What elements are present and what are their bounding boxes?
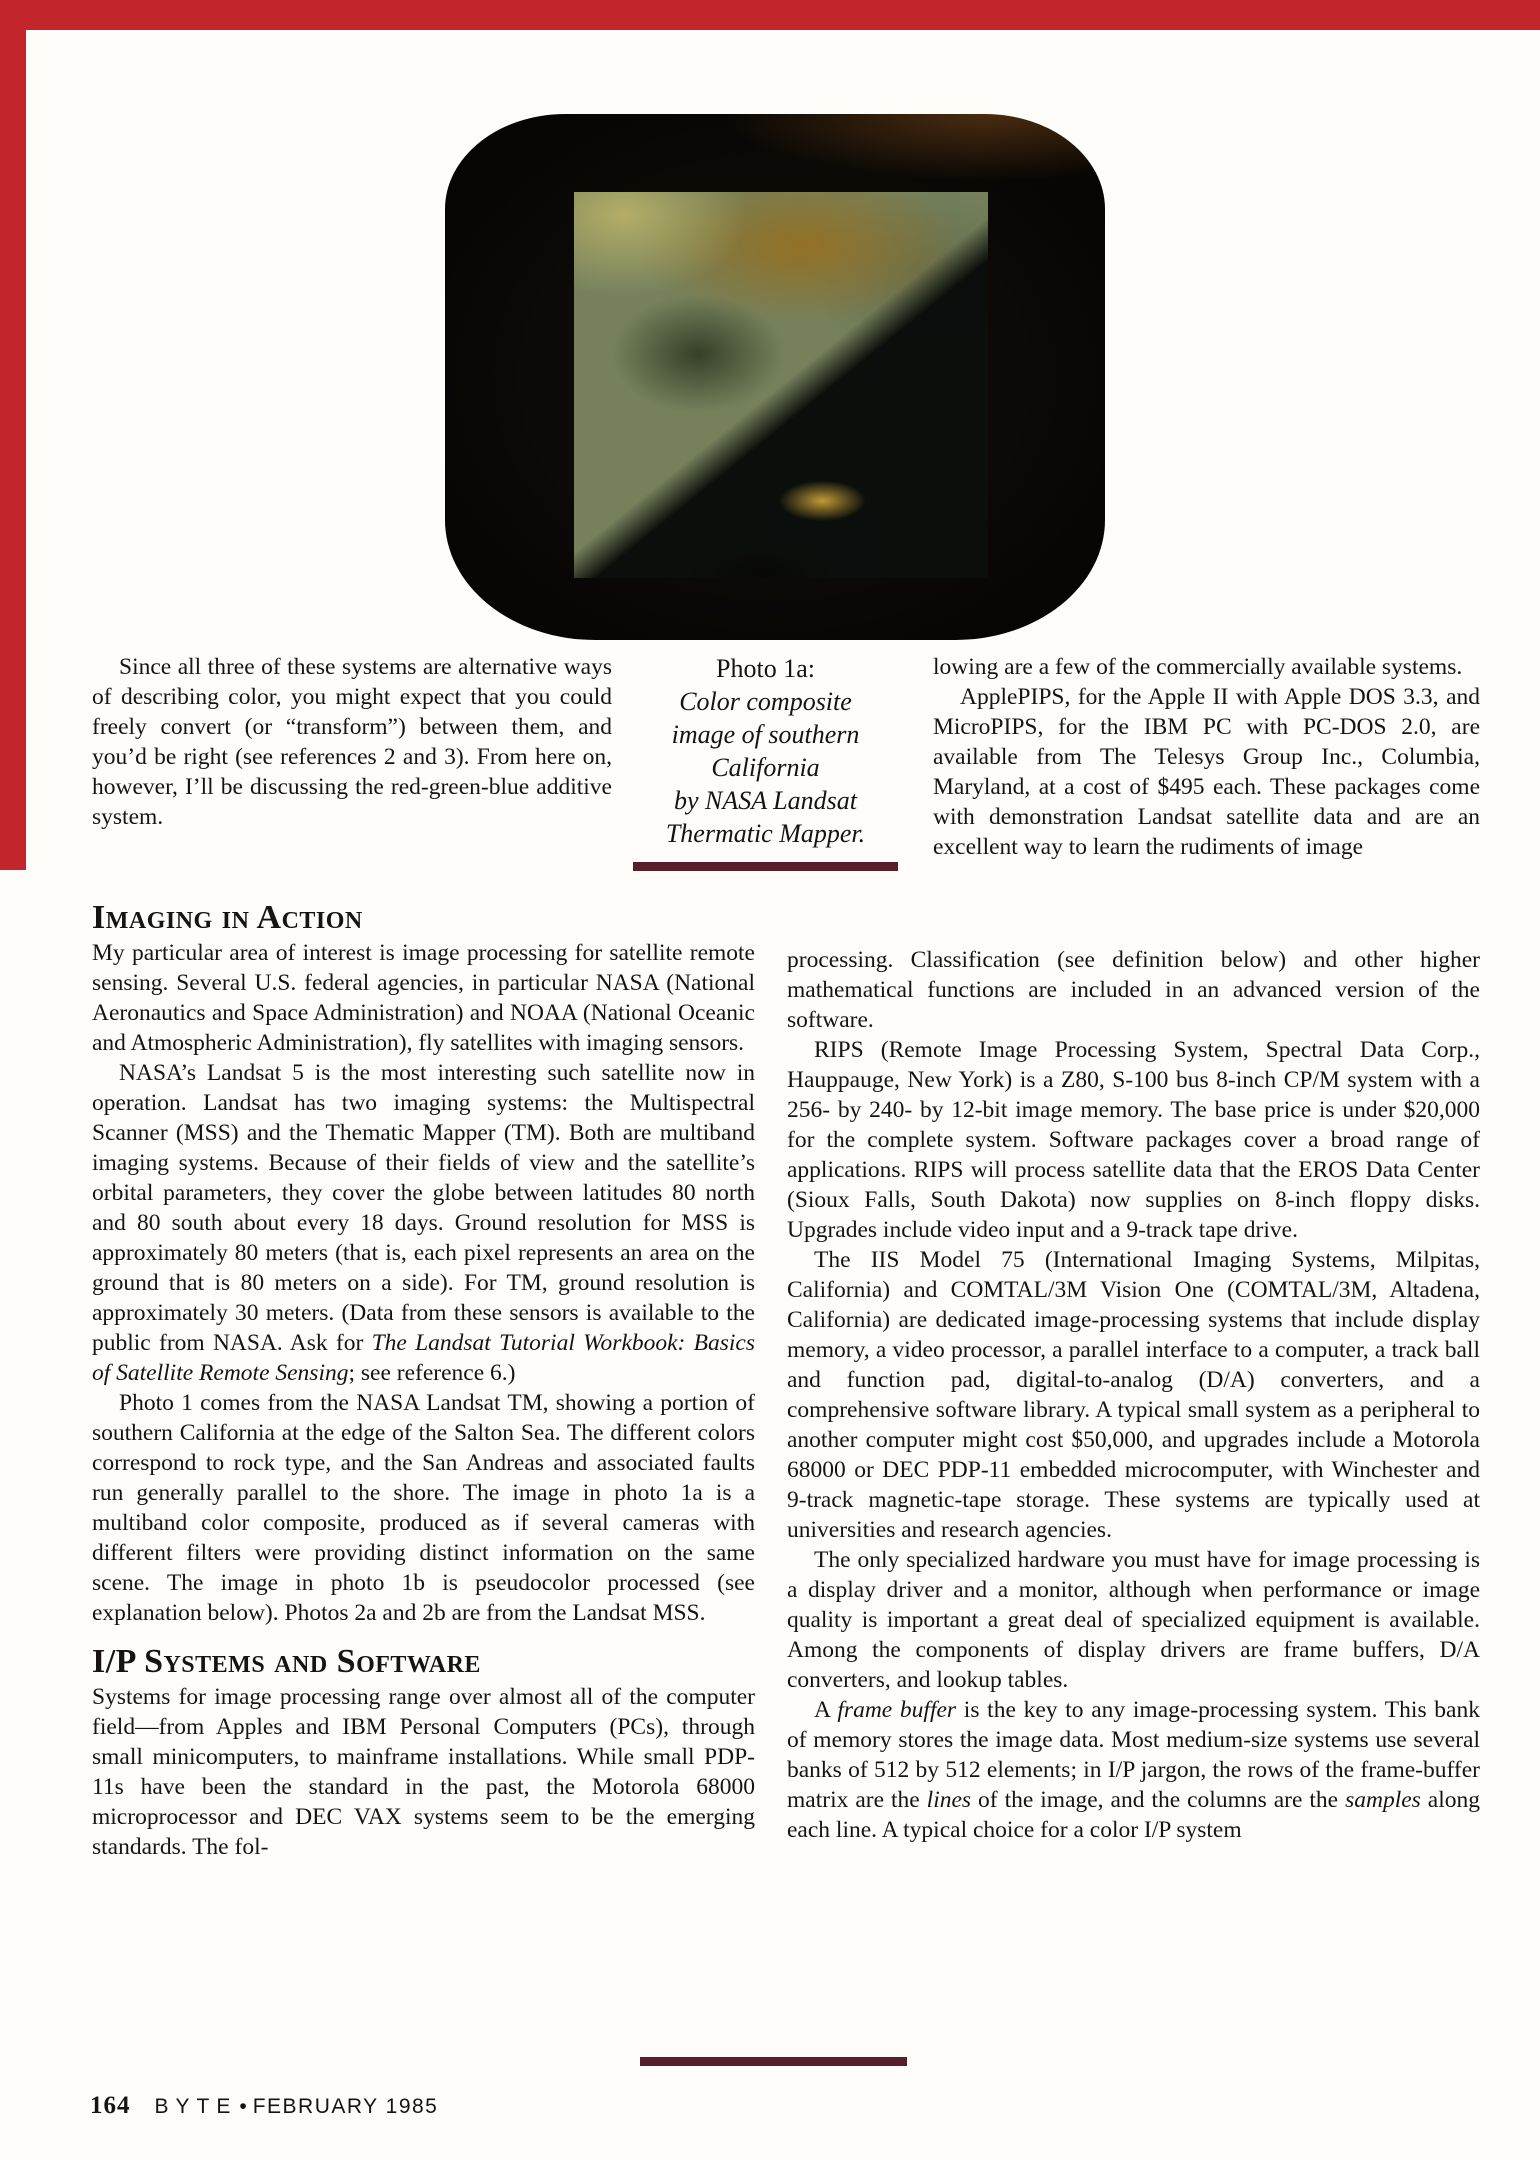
body-paragraph: ApplePIPS, for the Apple II with Apple DOS 3.3, and MicroPIPS, for the IBM PC with PC-DOS 2.0, are available from The Telesys Group Inc., Columbia, Maryland, at a cost of $495 each. These packages come with demonstration Landsat satellite data and are an excellent way to learn the rudiments of image: [933, 684, 1480, 860]
section-heading-imaging-in-action: Imaging in Action: [92, 899, 363, 936]
photo-caption-line: image of southern: [671, 720, 860, 749]
photo-caption-line: California: [711, 753, 820, 782]
photo-caption-line: Color composite: [679, 687, 852, 716]
body-paragraph: The only specialized hardware you must have for image processing is a display driver and a monitor, although when performance or image quality is important a great deal of specialized equipment is available. Among the components of display drivers are frame buffers, D/A converters, and lookup tables.: [787, 1547, 1480, 1693]
right-column-main: [787, 945, 1480, 1845]
left-column-main: [92, 898, 755, 1862]
crt-monitor-photo: [445, 114, 1105, 640]
page-footer: [90, 2092, 438, 2120]
body-paragraph: Systems for image processing range over almost all of the computer field—from Apples and IBM Personal Computers (PCs), through small minicomputers, to mainframe installations. While small PDP-11s have been the standard in the past, the Motorola 68000 microprocessor and DEC VAX systems seem to be the emerging standards. The fol-: [92, 1684, 755, 1860]
body-paragraph: processing. Classification (see definition below) and other higher mathematical functions are included in an advanced version of the software.: [787, 947, 1480, 1033]
landsat-satellite-image: [574, 192, 988, 578]
body-paragraph: A frame buffer is the key to any image-processing system. This bank of memory stores the image data. Most medium-size systems use several banks of 512 by 512 elements; in I/P jargon, the rows of the frame-buffer matrix are the lines of the image, and the columns are the samples along each line. A typical choice for a color I/P system: [787, 1697, 1480, 1843]
section-divider-rule: [640, 2057, 907, 2066]
bullet-separator: •: [239, 2095, 247, 2118]
body-paragraph: NASA’s Landsat 5 is the most interesting such satellite now in operation. Landsat has two imaging systems: the Multispectral Scanner (MSS) and the Thematic Mapper (TM). Both are multiband imaging systems. Because of their fields of view and the satellite’s orbital parameters, they cover the globe between latitudes 80 north and 80 south about every 18 days. Ground resolution for MSS is approximately 80 meters (that is, each pixel represents an area on the ground that is 80 meters on a side). For TM, ground resolution is approximately 30 meters. (Data from these sensors is available to the public from NASA. Ask for The Landsat Tutorial Workbook: Basics of Satellite Remote Sensing; see reference 6.): [92, 1060, 755, 1386]
body-paragraph: Photo 1 comes from the NASA Landsat TM, showing a portion of southern California at the edge of the Salton Sea. The different colors correspond to rock type, and the San Andreas and associated faults run generally parallel to the shore. The image in photo 1a is a multiband color composite, produced as if several cameras with different filters were providing distinct information on the same scene. The image in photo 1b is pseudocolor processed (see explanation below). Photos 2a and 2b are from the Landsat MSS.: [92, 1390, 755, 1626]
page-edge-left-bar: [0, 0, 26, 870]
page-edge-top-bar: [0, 0, 1540, 30]
photo-caption-label: Photo 1a:: [716, 654, 815, 683]
photo-caption-line: Thermatic Mapper.: [665, 819, 866, 848]
body-paragraph: lowing are a few of the commercially available systems.: [933, 654, 1463, 680]
intro-paragraph: Since all three of these systems are alternative ways of describing color, you might expect that you could freely convert (or “transform”) between them, and you’d be right (see references 2 and 3). From here on, however, I’ll be discussing the red-green-blue additive system.: [92, 654, 612, 830]
intro-left-column: [92, 652, 612, 832]
issue-date: FEBRUARY 1985: [252, 2095, 439, 2118]
caption-divider-rule: [633, 862, 898, 871]
page-number: 164: [90, 2092, 131, 2119]
section-heading-ip-systems: I/P Systems and Software: [92, 1643, 481, 1680]
photo-caption-line: by NASA Landsat: [674, 786, 857, 815]
body-paragraph: My particular area of interest is image processing for satellite remote sensing. Several U.S. federal agencies, in particular NASA (National Aeronautics and Space Administration) and NOAA (National Oceanic and Atmospheric Administration), fly satellites with imaging sensors.: [92, 940, 755, 1056]
right-column-top: [933, 652, 1480, 862]
magazine-name: BYTE: [154, 2095, 238, 2118]
body-paragraph: RIPS (Remote Image Processing System, Spectral Data Corp., Hauppauge, New York) is a Z80, S-100 bus 8-inch CP/M system with a 256- by 240- by 12-bit image memory. The base price is under $20,000 for the complete system. Software packages cover a broad range of applications. RIPS will process satellite data that the EROS Data Center (Sioux Falls, South Dakota) now supplies on 8-inch floppy disks. Upgrades include video input and a 9-track tape drive.: [787, 1037, 1480, 1243]
photo-caption: [633, 652, 898, 850]
body-paragraph: The IIS Model 75 (International Imaging Systems, Milpitas, California) and COMTAL/3M Vision One (COMTAL/3M, Altadena, California) are dedicated image-processing systems that include display memory, a video processor, a parallel interface to a computer, a track ball and function pad, digital-to-analog (D/A) converters, and a comprehensive software library. A typical small system as a peripheral to another computer might cost $50,000, and upgrades include a Motorola 68000 or DEC PDP-11 embedded microcomputer, with Winchester and 9-track magnetic-tape storage. These systems are typically used at universities and research agencies.: [787, 1247, 1480, 1543]
